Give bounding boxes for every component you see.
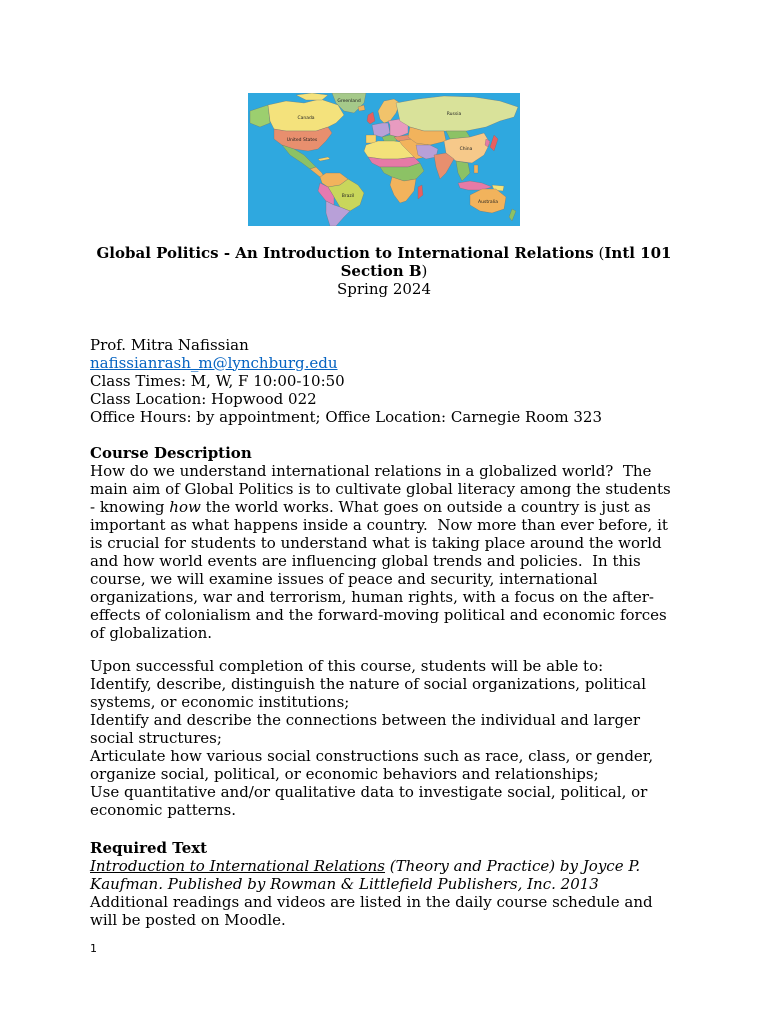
map-label-brazil: Brazil (341, 194, 355, 199)
learning-outcome-line: Identify and describe the connections between the individual and larger (90, 710, 641, 729)
map-label-china: China (459, 147, 473, 152)
course-description-line: of globalization. (90, 624, 213, 642)
course-title-line-2 (90, 262, 678, 280)
map-region-philippines (474, 165, 478, 173)
map-label-canada: Canada (297, 116, 315, 121)
course-description-line: course, we will examine issues of peace and security, international (90, 570, 598, 588)
world-map-svg (248, 93, 520, 226)
world-map-image (248, 93, 520, 226)
course-description-line: effects of colonialism and the forward-moving political and economic forces (90, 606, 667, 624)
page-number: 1 (90, 942, 97, 955)
course-description-line: organizations, war and terrorism, human rights, with a focus on the after- (90, 588, 654, 606)
map-region-iberia (366, 135, 376, 143)
learning-outcome-item (90, 675, 678, 711)
textbook-details: (Theory and Practice) by Joyce P. (385, 856, 641, 875)
instructor-email-link[interactable]: nafissianrash_m@lynchburg.edu (90, 353, 338, 372)
learning-outcome-item (90, 711, 678, 747)
office-hours: Office Hours: by appointment; Office Location: Carnegie Room 323 (90, 407, 602, 426)
learning-outcomes-section (90, 657, 678, 819)
course-term: Spring 2024 (336, 280, 432, 298)
learning-outcome-line: social structures; (90, 728, 222, 747)
learning-outcome-line: Articulate how various social constructions such as race, class, or gender, (90, 746, 654, 765)
course-description-text: the world works. What goes on outside a country is just as (200, 498, 651, 516)
course-title-line-1 (90, 244, 678, 262)
textbook-title: Introduction to International Relations (90, 856, 386, 875)
learning-outcome-line: Identify, describe, distinguish the nature of social organizations, political (90, 674, 647, 693)
course-description-section (90, 444, 678, 642)
learning-outcome-line: systems, or economic institutions; (90, 692, 350, 711)
required-text-citation-line (90, 857, 678, 875)
map-label-greenland: Greenland (337, 99, 361, 104)
course-description-text: - knowing (90, 498, 170, 516)
course-heading (90, 244, 678, 298)
instructor-name: Prof. Mitra Nafissian (90, 335, 249, 354)
learning-outcome-item (90, 747, 678, 783)
course-section: Section B (340, 262, 422, 280)
course-code: Intl 101 (604, 244, 672, 262)
learning-outcome-item (90, 783, 678, 819)
course-description-line: important as what happens inside a country. Now more than ever before, it (90, 516, 668, 534)
map-label-russia: Russia (446, 112, 462, 117)
instructor-email-row (90, 354, 678, 372)
map-label-australia: Australia (478, 200, 498, 205)
course-description-line (90, 498, 678, 516)
course-description-heading: Course Description (90, 444, 252, 462)
course-contact-info (90, 336, 678, 426)
course-description-line: main aim of Global Politics is to cultivate global literacy among the students (90, 480, 671, 498)
course-code-open-paren: ( (598, 244, 605, 262)
required-text-note-line: will be posted on Moodle. (90, 910, 286, 929)
course-description-line: How do we understand international relations in a globalized world? The (90, 462, 652, 480)
course-description-line: and how world events are influencing global trends and policies. In this (90, 552, 641, 570)
learning-outcomes-intro: Upon successful completion of this course, students will be able to: (90, 656, 604, 675)
course-code-close-paren: ) (421, 262, 428, 280)
required-text-heading: Required Text (90, 838, 208, 857)
class-location: Class Location: Hopwood 022 (90, 389, 317, 408)
course-description-line: is crucial for students to understand what is taking place around the world (90, 534, 662, 552)
learning-outcome-line: economic patterns. (90, 800, 236, 819)
course-title: Global Politics - An Introduction to International Relations (96, 244, 594, 262)
class-times: Class Times: M, W, F 10:00-10:50 (90, 371, 345, 390)
required-text-note-line: Additional readings and videos are listed in the daily course schedule and (90, 892, 653, 911)
learning-outcome-line: Use quantitative and/or qualitative data to investigate social, political, or (90, 782, 648, 801)
textbook-publisher: Kaufman. Published by Rowman & Littlefield Publishers, Inc. 2013 (90, 874, 599, 893)
learning-outcome-line: organize social, political, or economic behaviors and relationships; (90, 764, 599, 783)
map-label-united-states: United States (286, 138, 318, 143)
course-description-emphasis: how (169, 498, 201, 516)
required-text-section (90, 839, 678, 929)
